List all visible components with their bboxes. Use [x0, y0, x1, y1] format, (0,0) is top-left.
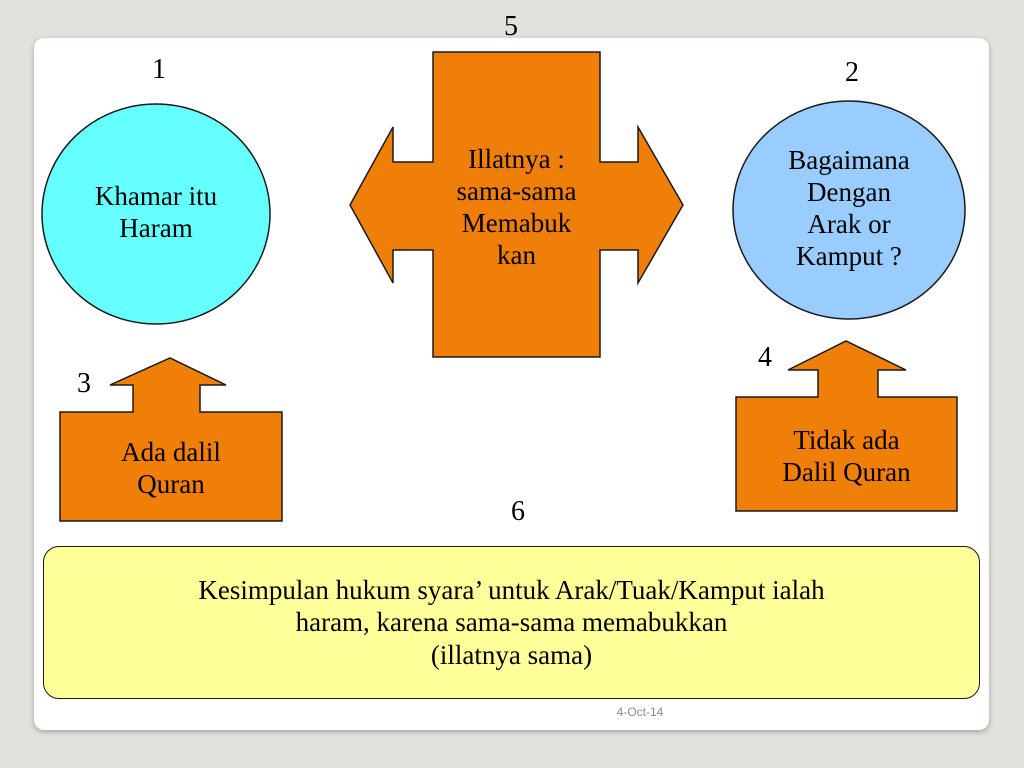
illat-line-4: kan: [497, 239, 536, 270]
tidak-line-2: Dalil Quran: [782, 457, 911, 487]
label-number-4: 4: [758, 342, 772, 373]
conclusion-line-1: Kesimpulan hukum syara’ untuk Arak/Tuak/Kamput ialah: [198, 574, 825, 605]
dalil-line-2: Quran: [137, 469, 205, 499]
arak-line-1: Bagaimana: [788, 145, 910, 176]
tidak-dalil-text: [736, 412, 957, 502]
label-number-2: 2: [845, 57, 859, 88]
illat-line-1: Illatnya :: [468, 144, 565, 175]
conclusion-line-3: (illatnya sama): [430, 639, 593, 670]
label-number-3: 3: [77, 368, 91, 399]
illat-cross-text: [433, 126, 600, 290]
khamar-line-2: Haram: [119, 213, 193, 243]
khamar-line-1: Khamar itu: [94, 181, 218, 212]
conclusion-box: [43, 546, 980, 699]
conclusion-line-2: haram, karena sama-sama memabukkan: [295, 607, 728, 638]
tidak-line-1: Tidak ada: [793, 425, 900, 456]
label-number-1: 1: [152, 54, 166, 85]
illat-line-2: sama-sama: [456, 176, 577, 207]
arak-line-4: Kamput ?: [796, 240, 902, 271]
arak-line-2: Dengan: [807, 177, 891, 208]
illat-line-3: Memabuk: [461, 208, 572, 238]
arak-circle-text: [744, 128, 954, 290]
arak-line-3: Arak or: [807, 209, 891, 239]
khamar-circle-text: [56, 170, 256, 256]
label-number-6: 6: [511, 496, 525, 527]
dalil-quran-text: [60, 424, 282, 514]
footer-date: 4-Oct-14: [616, 705, 664, 719]
dalil-line-1: Ada dalil: [121, 437, 221, 468]
label-number-5: 5: [504, 11, 518, 42]
